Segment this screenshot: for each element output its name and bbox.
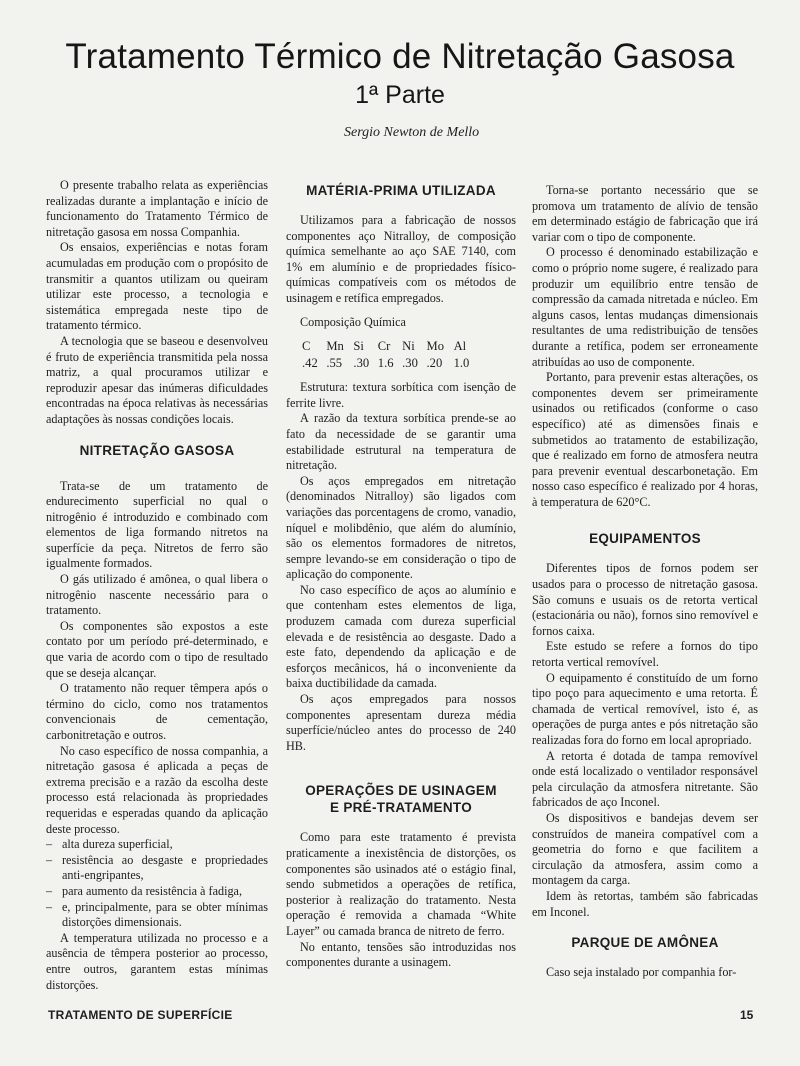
paragraph: Portanto, para prevenir estas alterações, os componentes devem ser primeiramente usinados ou retificados (conforme o caso específico) até as dimensões finais e submetidos ao tratamento de estabilização, que é realizado em forno de atmosfera neutra para prevenir eventual descarbonetação. Em nosso caso específico é realizado por 4 horas, à temperatura de 620°C. [532,370,758,509]
paragraph: A retorta é dotada de tampa removível onde está localizado o ventilador responsável pela circulação da atmosfera nitretante. São fabricados de aço Inconel. [532,748,758,810]
paragraph: O tratamento não requer têmpera após o término do ciclo, como nos tratamentos convencionais de cementação, carbonitretação e outros. [46,681,268,742]
paragraph: No caso específico de nossa companhia, a nitretação gasosa é aplicada a peças de extrema precisão e a razão da escolha deste processo está relacionada às propriedades requeridas e esperadas quando da aplicação deste processo. [46,743,268,836]
paragraph: No entanto, tensões são introduzidas nos componentes durante a usinagem. [286,939,516,970]
table-cell: Cr [377,339,391,354]
paragraph: Idem às retortas, também são fabricadas em Inconel. [532,888,758,919]
paragraph: Diferentes tipos de fornos podem ser usados para o processo de nitretação gasosa. São comuns e usuais os de retorta vertical (estacionária ou não), fornos sino removível e fornos caixa. [532,561,758,638]
composition-label: Composição Química [300,314,406,329]
list-item: – resistência ao desgaste e propriedades anti-engripantes, [46,853,268,884]
paragraph: O processo é denominado estabilização e como o próprio nome sugere, é realizado para produzir um equilíbrio entre tensão de compressão da camada nitretada e núcleo. Em alguns casos, lentas mudanças dimensionais resultantes de uma redistribuição de tensões durante a retífica, podem ser erroneamente atribuídas ao uso de componente. [532,245,758,369]
paragraph: Este estudo se refere a fornos do tipo retorta vertical removível. [532,639,758,670]
section-heading-operacoes [286,782,516,816]
paragraph: O equipamento é constituído de um forno tipo poço para aquecimento e uma retorta. É chamada de vertical removível, isto é, as operações de purga antes e pós nitretação são realizadas fora do forno em local apropriado. [532,670,758,747]
paragraph: Os aços empregados em nitretação (denominados Nitralloy) são ligados com variações das porcentagens de cromo, vanadio, níquel e molibdênio, que além do alumínio, são os elementos formadores de nitretos, sempre levando-se em consideração o tipo de aplicação do componente. [286,473,516,582]
table-cell: .30 [402,356,418,371]
table-cell: .55 [326,356,343,371]
table-cell: Mo [426,339,444,354]
paragraph: No caso específico de aços ao alumínio e que contenham estes elementos de liga, produzem camada com dureza superficial elevada e de resistência ao desgaste. Dado a este fato, dependendo da aplicação e de esforços mecânicos, há o inconveniente da baixa ductibilidade da camada. [286,582,516,691]
table-row [302,355,478,372]
section-heading-materia-prima: MATÉRIA-PRIMA UTILIZADA [306,183,496,198]
chemical-composition-table [302,338,478,372]
list-item: – para aumento da resistência à fadiga, [46,884,268,900]
section-heading-parque-amonea: PARQUE DE AMÔNEA [571,935,719,951]
paragraph: A temperatura utilizada no processo e a ausência de têmpera posterior ao processo, entre outros, garantem estas mínimas distorções. [46,930,268,992]
heading-line: E PRÉ-TRATAMENTO [329,800,473,816]
paragraph: Estrutura: textura sorbítica com isenção de ferrite livre. [286,380,516,410]
table-cell: .30 [353,356,370,371]
table-cell: Si [353,339,364,354]
page-number: 15 [740,1008,754,1022]
properties-list [46,837,268,931]
paragraph: Os dispositivos e bandejas devem ser construídos de maneira compatível com a geometria do forno e que facilitem a circulação da atmosfera, assim como a montagem da carga. [532,810,758,888]
paragraph: Como para este tratamento é prevista praticamente a inexistência de distorções, os componentes são usinados até o estágio final, sendo submetidos a operações de retífica, posterior à realização do tratamento. Nesta operação é removida a chamada “White Layer” ou camada branca de nitreto de ferro. [286,830,516,938]
section-heading-equipamentos: EQUIPAMENTOS [589,531,701,547]
paragraph: Os componentes são expostos a este contato por um período pré-determinado, e que varia de acordo com o tipo de resultado que se deseja alcançar. [46,618,268,680]
table-cell: Al [453,339,467,354]
heading-line: OPERAÇÕES DE USINAGEM [305,783,497,799]
section-heading-nitretacao: NITRETAÇÃO GASOSA [79,442,235,458]
article-subtitle: 1ª Parte [355,81,445,109]
paragraph: Os ensaios, experiências e notas foram acumuladas em produção com o propósito de transmitir a quantos utilizam ou queiram utilizar este processo, a tecnologia e sistemática empregada neste tipo de tratamento térmico. [46,240,268,333]
paragraph: A razão da textura sorbítica prende-se ao fato da necessidade de se garantir uma estabilidade estrutural na temperatura de nitretação. [286,411,516,473]
paragraph: A tecnologia que se baseou e desenvolveu é fruto de experiência transmitida pela nossa matriz, a qual procuramos utilizar e reproduzir apesar das inúmeras dificuldades encontradas na época relativas às necessárias adaptações às nossas condições locais. [46,333,268,426]
column-1 [46,178,268,993]
paragraph: Caso seja instalado por companhia for- [546,965,737,980]
paragraph: Os aços empregados para nossos componentes apresentam dureza média superfície/núcleo antes do processo de 240 HB. [286,692,516,753]
publication-footer: TRATAMENTO DE SUPERFÍCIE [48,1008,233,1022]
paragraph: Torna-se portanto necessário que se promova um tratamento de alívio de tensão em determinado estágio de fabricação que irá variar com o tipo de componente. [532,183,758,244]
table-cell: C [302,339,311,354]
paragraph: Trata-se de um tratamento de endurecimento superficial no qual o nitrogênio é introduzido e combinado com elementos de liga formando nitretos na superfície da peça. Nitretos de ferro são igualmente formados. [46,478,268,571]
table-row [302,338,478,355]
list-item: – e, principalmente, para se obter mínimas distorções dimensionais. [46,900,268,931]
table-cell: Ni [402,339,415,354]
table-cell: 1.6 [377,356,394,371]
table-cell: .20 [426,356,443,371]
column-3 [532,183,758,981]
article-title: Tratamento Térmico de Nitretação Gasosa [65,37,735,76]
column-2 [286,182,516,971]
table-cell: .42 [302,356,318,371]
paragraph: O presente trabalho relata as experiências realizadas durante a implantação e início de funcionamento do Tratamento Térmico de nitretação gasosa em nossa Companhia. [46,178,268,239]
list-item: – alta dureza superficial, [46,837,268,853]
article-author: Sergio Newton de Mello [344,125,480,140]
paragraph: Utilizamos para a fabricação de nossos componentes aço Nitralloy, de composição química semelhante ao aço SAE 7140, com 1% em alumínio e de propriedades físico-químicas compatíveis com os métodos de usinagem e retífica empregados. [286,213,516,305]
table-cell: Mn [326,339,344,354]
table-cell: 1.0 [453,356,470,371]
paragraph: O gás utilizado é amônea, o qual libera o nitrogênio nascente necessário para o tratamento. [46,572,268,618]
